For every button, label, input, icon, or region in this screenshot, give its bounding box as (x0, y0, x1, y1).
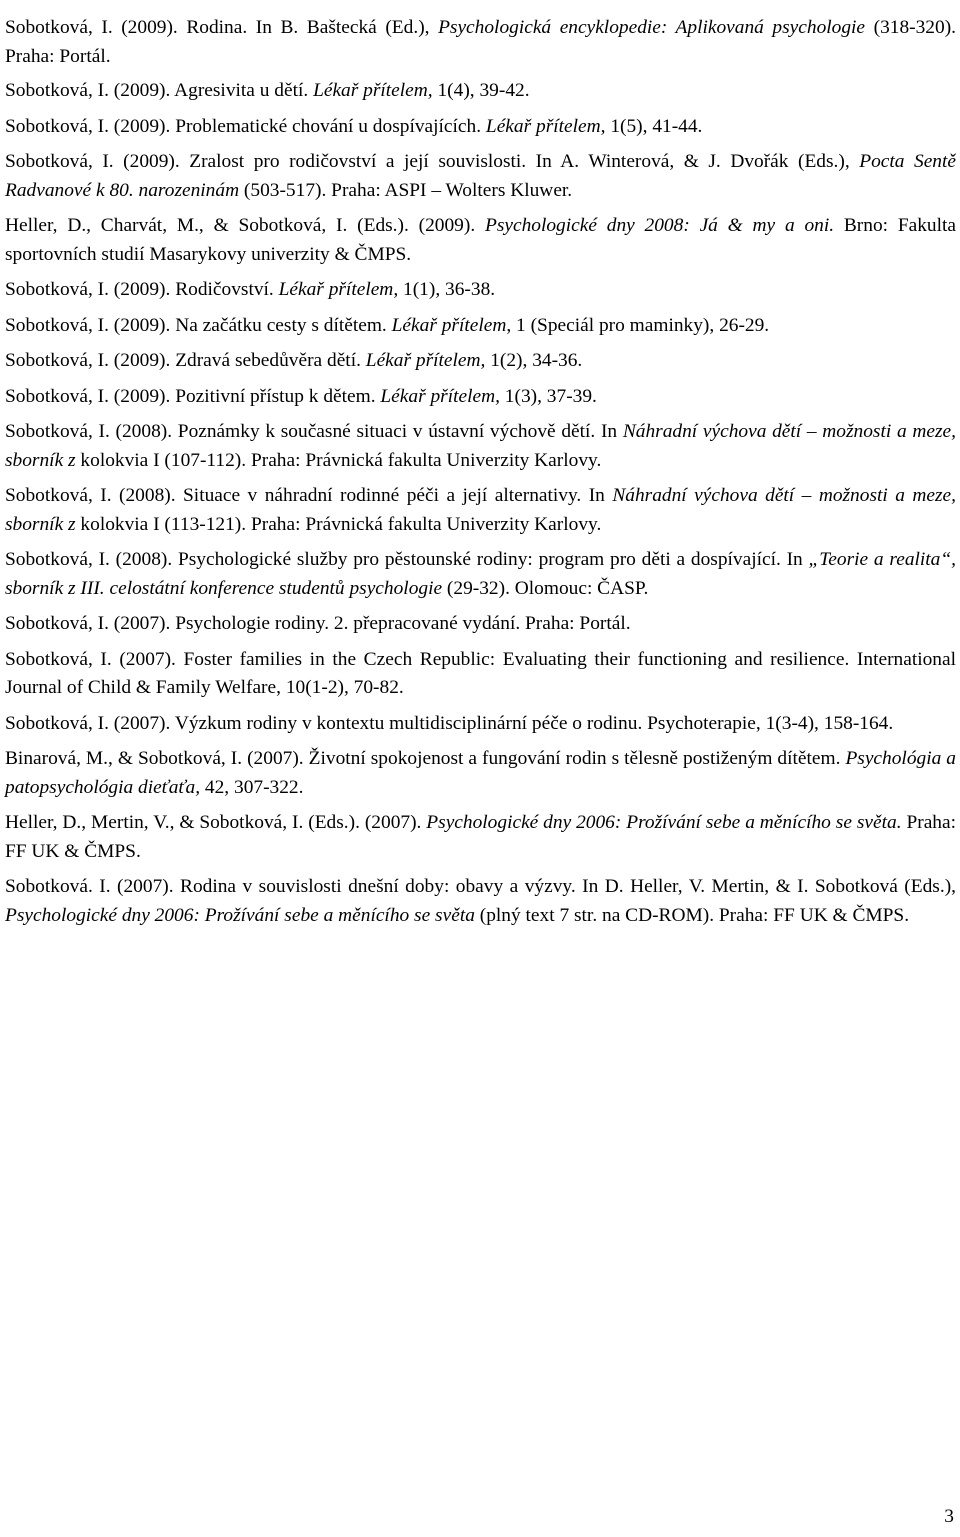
ref-text: 1(1), 36-38. (398, 279, 496, 300)
ref-title-italic: Lékař přítelem, (278, 279, 399, 300)
ref-text: Sobotková, I. (2009). Rodina. In B. Baštecká (Ed.), (5, 17, 439, 38)
ref-title-italic: Lékař přítelem, (313, 80, 433, 101)
ref-text: 1(4), 39-42. (432, 80, 530, 101)
ref-title-italic: Psychologické dny 2006: Prožívání sebe a měnícího se světa (5, 904, 475, 926)
reference-entry (5, 482, 956, 539)
ref-text: (318-320). Praha: Portál. (5, 17, 956, 67)
ref-title-italic: „Teorie a realita“, sborník z III. celostátní konference studentů psychologie (5, 549, 957, 599)
ref-text: Sobotková, I. (2007). Psychologie rodiny. 2. přepracované vydání. Praha: Portál. (5, 613, 631, 634)
ref-title-italic: Lékař přítelem (391, 314, 507, 336)
reference-entry (5, 148, 956, 205)
ref-text: Sobotková, I. (2007). Foster families in the Czech Republic: Evaluating their functioning and resilience. International Journal of Child & Family Welfare, 10(1-2), 70-82. (5, 648, 956, 698)
ref-text: 1(5), 41-44. (605, 115, 703, 137)
ref-title-italic: Psychologické dny 2008: Já & my a oni. (484, 215, 835, 236)
ref-text: 1(2), 34-36. (485, 350, 583, 371)
ref-text: Praha: FF UK & ČMPS. (5, 812, 956, 862)
ref-text: , 1 (Speciál pro maminky), 26-29. (506, 314, 770, 336)
ref-text: Sobotková, I. (2007). Výzkum rodiny v kontextu multidisciplinární péče o rodinu. Psychoterapie, 1(3-4), 158-164. (5, 712, 894, 734)
ref-text: (29-32). Olomouc: ČASP. (442, 577, 649, 599)
ref-title-italic: Pocta Sentě Radvanové k 80. narozeninám (5, 151, 956, 201)
reference-list (5, 14, 956, 930)
reference-entry (5, 347, 956, 376)
reference-entry (5, 418, 956, 475)
ref-title-italic: Náhradní výchova dětí – možnosti a meze, sborník z (5, 485, 956, 535)
ref-title-italic: Lékař přítelem, (380, 385, 500, 407)
ref-title-italic: Psychologické dny 2006: Prožívání sebe a měnícího se světa. (426, 812, 902, 833)
ref-text: (503-517). Praha: ASPI – Wolters Kluwer. (239, 179, 573, 201)
ref-text: kolokvia I (113-121). Praha: Právnická fakulta Univerzity Karlovy. (75, 513, 602, 535)
ref-text: Sobotková, I. (2009). Zralost pro rodičovství a její souvislosti. In A. Winterová, & J. Dvořák (Eds.), (5, 151, 860, 172)
reference-entry (5, 546, 956, 603)
ref-text: Binarová, M., & Sobotková, I. (2007). Životní spokojenost a fungování rodin s tělesně postiženým dítětem. (5, 748, 846, 769)
ref-title-italic: Lékař přítelem, (485, 115, 606, 137)
ref-text: Sobotková, I. (2009). Zdravá sebedůvěra dětí. (5, 350, 366, 371)
ref-text: kolokvia I (107-112). Praha: Právnická fakulta Univerzity Karlovy. (75, 449, 602, 471)
ref-text: Sobotková. I. (2007). Rodina v souvislosti dnešní doby: obavy a výzvy. In D. Heller, V. Mertin, & I. Sobotková (Eds.), (5, 876, 956, 897)
ref-text: Sobotková, I. (2008). Situace v náhradní rodinné péči a její alternativy. In (5, 485, 613, 506)
ref-title-italic: Psychológia a patopsychológia dieťaťa, (5, 748, 956, 798)
reference-entry (5, 276, 956, 305)
ref-text: Heller, D., Mertin, V., & Sobotková, I. (Eds.). (2007). (5, 812, 427, 833)
reference-entry (5, 77, 956, 106)
page-number: 3 (944, 1506, 954, 1527)
reference-entry (5, 873, 956, 930)
ref-text: Sobotková, I. (2009). Agresivita u dětí. (5, 80, 314, 101)
ref-text: 42, 307-322. (200, 776, 304, 798)
reference-entry (5, 113, 956, 142)
ref-title-italic: Náhradní výchova dětí – možnosti a meze, sborník z (5, 421, 956, 471)
ref-text: Sobotková, I. (2009). Pozitivní přístup k dětem. (5, 385, 381, 407)
reference-entry (5, 212, 956, 269)
reference-entry (5, 312, 956, 341)
ref-text: (plný text 7 str. na CD-ROM). Praha: FF UK & ČMPS. (474, 904, 910, 926)
reference-entry (5, 745, 956, 802)
ref-text: Sobotková, I. (2009). Problematické chování u dospívajících. (5, 115, 486, 137)
ref-text: Sobotková, I. (2009). Na začátku cesty s dítětem. (5, 314, 392, 336)
ref-text: 1(3), 37-39. (499, 385, 597, 407)
reference-entry (5, 383, 956, 412)
reference-entry (5, 14, 956, 71)
ref-text: Sobotková, I. (2009). Rodičovství. (5, 279, 279, 300)
reference-entry (5, 710, 956, 739)
reference-entry (5, 646, 956, 703)
ref-text: Sobotková, I. (2008). Psychologické služby pro pěstounské rodiny: program pro děti a dospívající. In (5, 549, 809, 570)
ref-text: Sobotková, I. (2008). Poznámky k současné situaci v ústavní výchově dětí. In (5, 421, 623, 442)
ref-text: Brno: Fakulta sportovních studií Masarykovy univerzity & ČMPS. (5, 215, 957, 265)
reference-entry (5, 610, 956, 639)
ref-title-italic: Lékař přítelem, (365, 350, 486, 371)
ref-text: Heller, D., Charvát, M., & Sobotková, I. (Eds.). (2009). (5, 215, 485, 236)
ref-title-italic: Psychologická encyklopedie: Aplikovaná psychologie (438, 17, 866, 38)
reference-entry (5, 809, 956, 866)
